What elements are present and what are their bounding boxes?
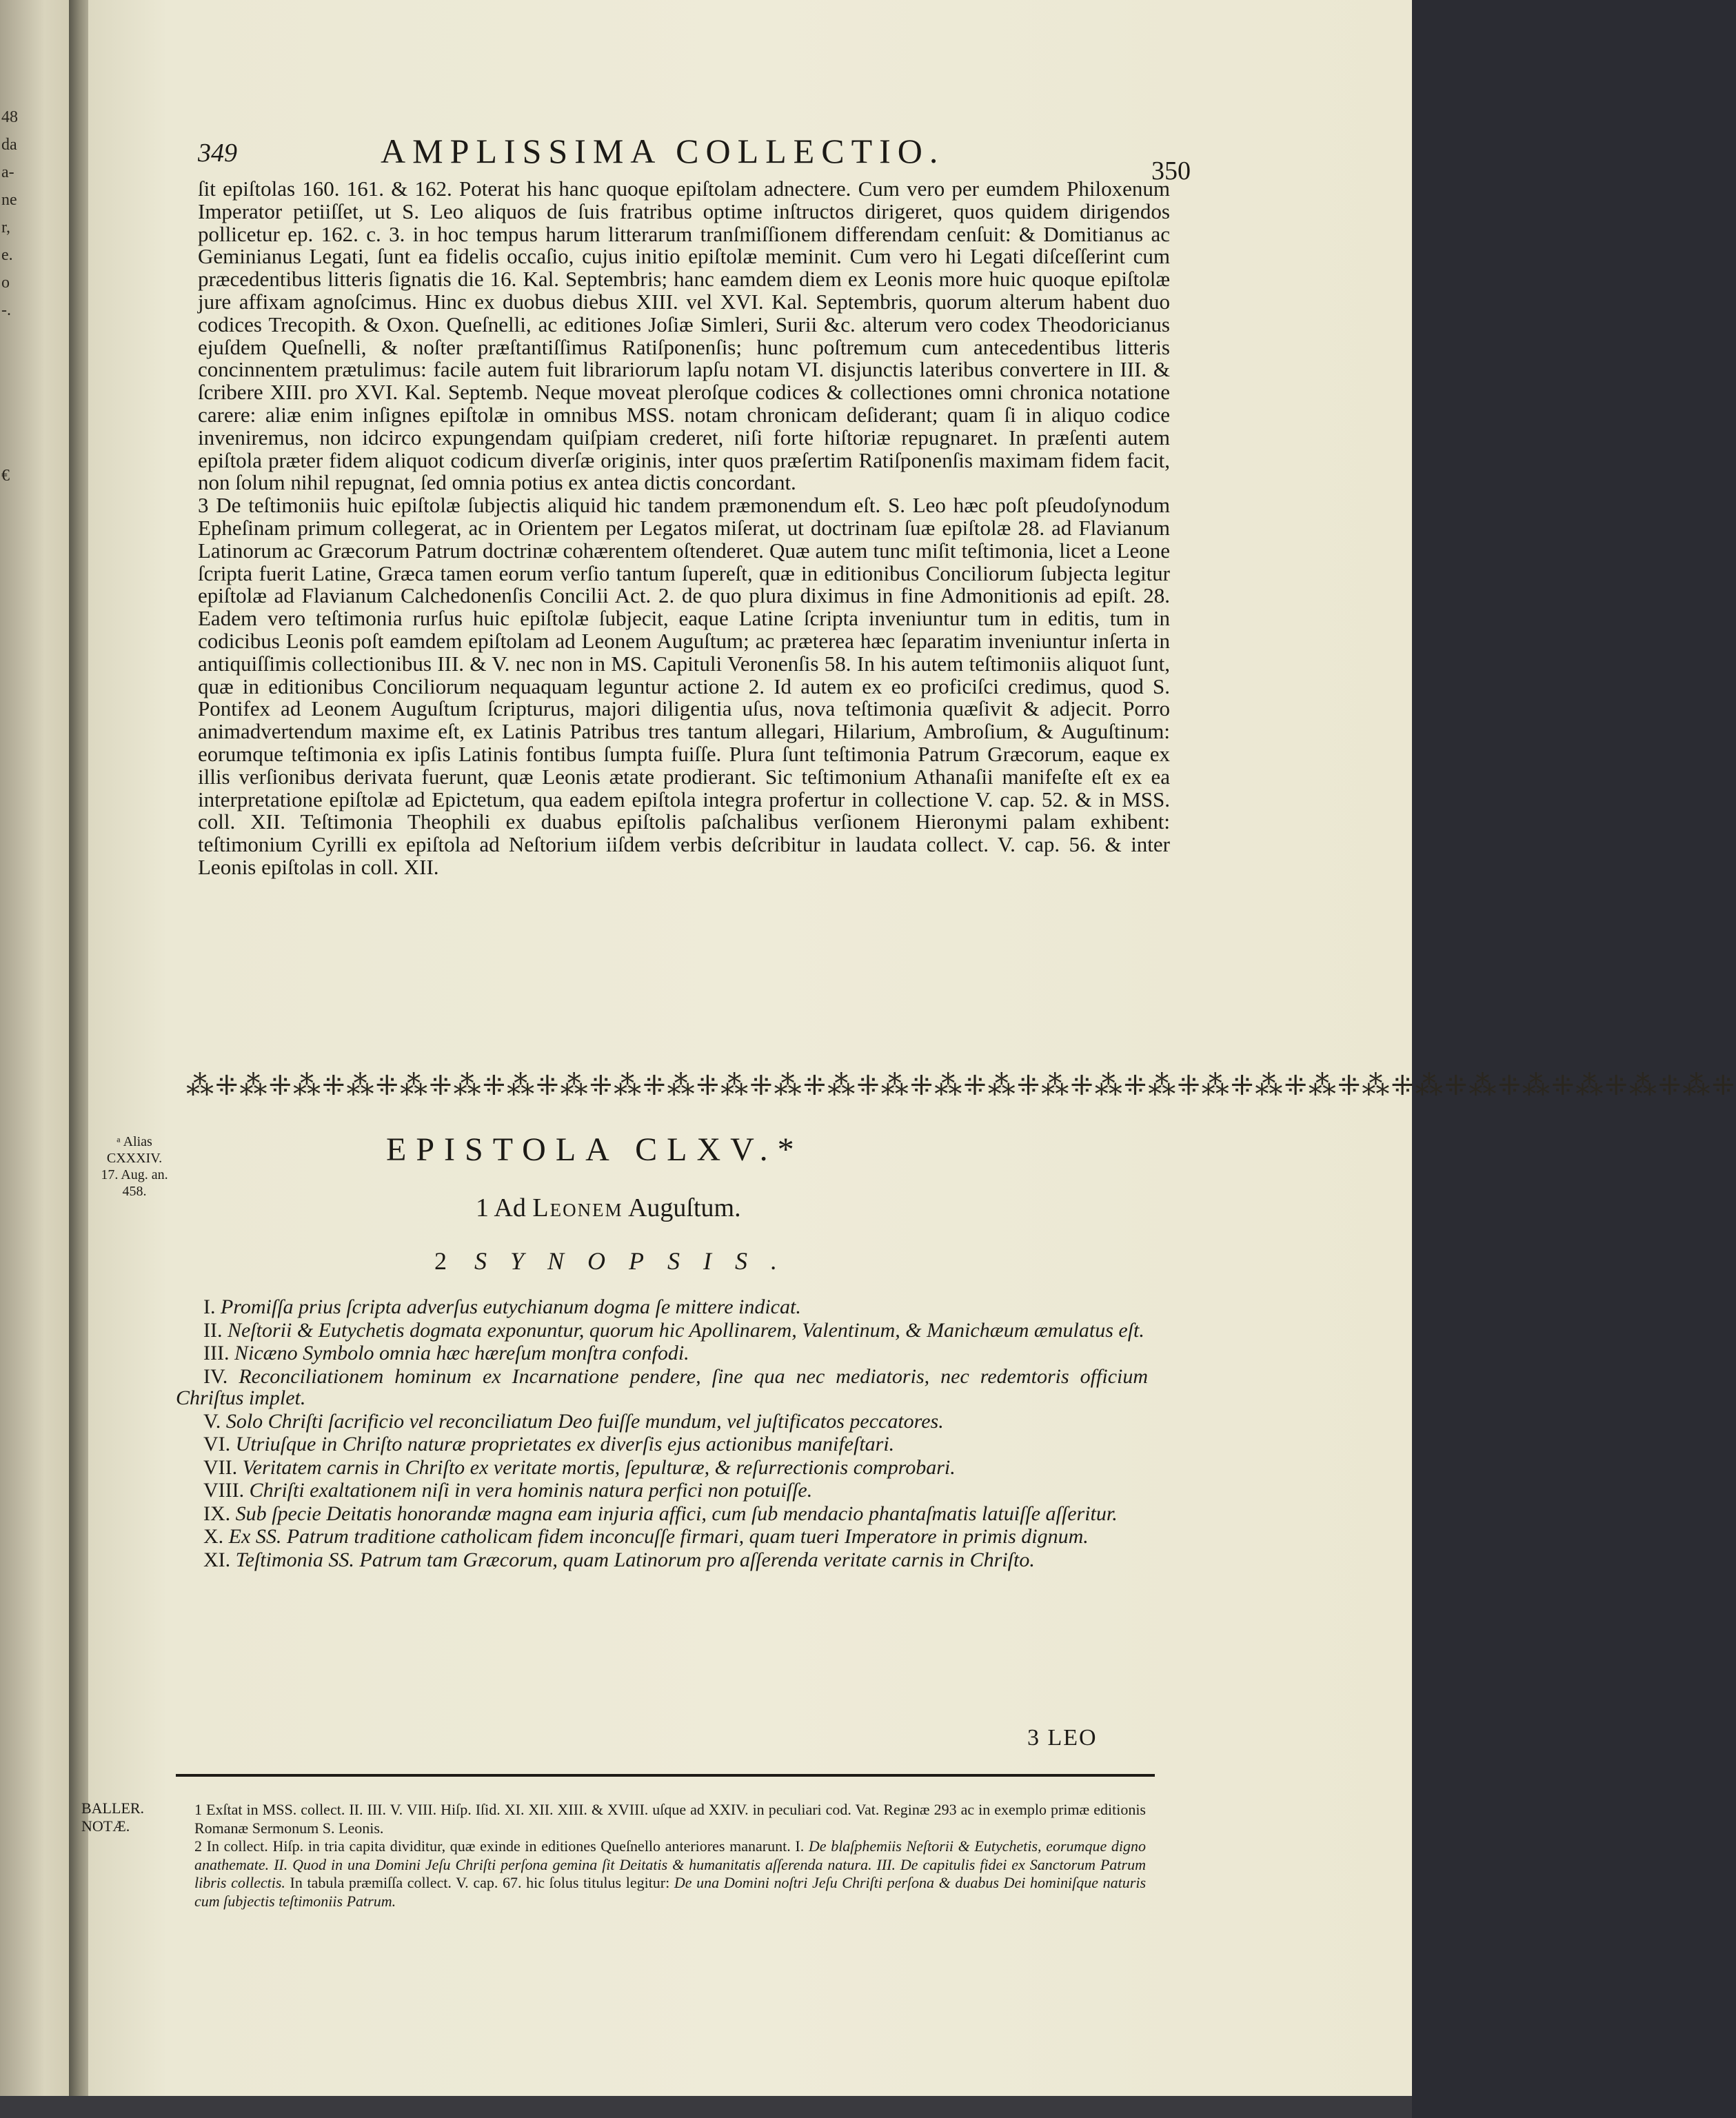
margin-note-line: 458.	[122, 1184, 147, 1199]
footnote	[194, 1837, 1146, 1910]
addressee-name: Leonem	[532, 1193, 623, 1222]
facing-char	[1, 324, 29, 352]
item-text: Ex SS. Patrum traditione catholicam fidem inconcuſſe firmari, quam tueri Imperatore in primis dignum.	[228, 1525, 1089, 1548]
footnote-rule	[176, 1774, 1155, 1777]
facing-char	[1, 434, 29, 462]
facing-char	[1, 352, 29, 379]
margin-note-line: 17. Aug. an.	[101, 1167, 168, 1182]
facing-char: ne	[1, 191, 17, 209]
synopsis-item	[176, 1526, 1148, 1548]
ornamental-divider: ⁂⁜⁂⁜⁂⁜⁂⁜⁂⁜⁂⁜⁂⁜⁂⁜⁂⁜⁂⁜⁂⁜⁂⁜⁂⁜⁂⁜⁂⁜⁂⁜⁂⁜⁂⁜⁂⁜⁂⁜⁂⁜⁂⁜⁂⁜⁂⁜⁂⁜⁂⁜⁂⁜⁂⁜⁂⁜	[186, 1070, 1736, 1101]
item-text: Chriſti exaltationem niſi in vera hominis natura perfici non potuiſſe.	[249, 1479, 813, 1502]
facing-char	[1, 379, 29, 407]
facing-char: -.	[1, 301, 11, 319]
synopsis-heading	[434, 1247, 800, 1275]
footnote-text: De blaſphemiis Neſtorii & Eutychetis, eorumque digno anathemate. II. Quod in una Domini Jeſu Chriſti perſona gemina ſit Deitatis & humanitatis aſſerenda natura. III. De capitulis fidei ex Sanctorum Patrum libris collectis.	[194, 1837, 1146, 1891]
facing-char: 48	[1, 108, 18, 126]
synopsis-item	[176, 1296, 1148, 1318]
footnotes	[194, 1801, 1146, 1910]
addressee-prefix: Ad	[494, 1193, 526, 1222]
item-text: Neſtorii & Eutychetis dogmata exponuntur, quorum hic Apollinarem, Valentinum, & Manichæum æmulatus eſt.	[227, 1318, 1144, 1342]
addressee-line	[476, 1193, 741, 1223]
running-header	[198, 131, 1191, 185]
paragraph: 3 De teſtimoniis huic epiſtolæ ſubjectis aliquid hic tandem præmonendum eſt. S. Leo hæc poſt pſeudoſynodum Epheſinam primum collegerat, ac in Orientem per Legatos miſerat, ut doctrinam ſuæ epiſtolæ 28. ad Flavianum Latinorum ac Græcorum Patrum doctrinæ cohærentem oſtenderet. Quæ autem tunc miſit teſtimonia, licet a Leone ſcripta fuerit Latine, Græca tamen eorum verſio tantum ſupereſt, quæ in editionibus Conciliorum ſubjecta legitur epiſtolæ ad Flavianum Calchedonenſis Concilii Act. 2. de quo plura diximus in fine Admonitionis ad epiſt. 28. Eadem vero teſtimonia rurſus huic epiſtolæ ſubjecit, eaque Latine ſcripta inveniuntur tum in editis, tum in codicibus Leonis poſt eamdem epiſtolam ad Leonem Auguſtum; ac præterea hæc ſeparatim inveniuntur inſerta in antiquiſſimis collectionibus III. & V. nec non in MS. Capituli Veronenſis 58. In his autem teſtimoniis aliquot ſunt, quæ in editionibus Conciliorum nequaquam leguntur actione 2. Id autem ex eo proficiſci credimus, quod S. Pontifex ad Leonem Auguſtum ſcripturus, majori diligentia uſus, nova teſtimonia quæſivit & adjecit. Porro animadvertendum maxime eſt, ex Latinis Patribus tres tantum allegari, Hilarium, Ambroſium, & Auguſtinum: eorumque teſtimonia ex ipſis Latinis fontibus ſumpta fuiſſe. Plura ſunt teſtimonia Patrum Græcorum, eaque ex illis verſionibus derivata fuerunt, quæ Leonis ætate prodierant. Sic teſtimonium Athanaſii manifeſte eſt ex ea interpretatione epiſtolæ ad Epictetum, qua eadem epiſtola integra profertur in collectione V. cap. 52. & in MSS. coll. XII. Teſtimonia Theophili ex duabus epiſtolis paſchalibus verſionem Hieronymi palam exhibent: teſtimonium Cyrilli ex epiſtola ad Neſtorium iiſdem verbis deſcribitur in laudata collect. V. cap. 56. & inter Leonis epiſtolas in coll. XII.	[198, 493, 1170, 879]
item-text: Sub ſpecie Deitatis honorandæ magna eam injuria affici, cum ſub mendacio phantaſmatis latuiſſe aſſeritur.	[235, 1502, 1118, 1525]
margin-note-line: ᵃ Alias	[117, 1134, 152, 1149]
synopsis-item	[176, 1320, 1148, 1342]
facing-char: e.	[1, 246, 13, 264]
item-number: VIII.	[203, 1479, 245, 1502]
footnote-ref: 1	[476, 1193, 489, 1222]
item-text: Reconciliationem hominum ex Incarnatione pendere, ſine qua nec mediatoris, nec redemtoris officium Chriſtus implet.	[176, 1364, 1149, 1409]
item-number: I.	[203, 1295, 216, 1318]
item-number: V.	[203, 1409, 221, 1433]
footnote-text: De una Domini noſtri Jeſu Chriſti perſona & duabus Dei hominiſque naturis cum ſubjectis teſtimoniis Patrum.	[194, 1874, 1146, 1910]
catchword: 3 LEO	[1027, 1725, 1098, 1751]
facing-char: da	[1, 136, 17, 154]
footnote-label-line: NOTÆ.	[81, 1817, 130, 1835]
photo-background	[0, 2096, 1412, 2118]
item-number: II.	[203, 1318, 223, 1342]
synopsis-item	[176, 1503, 1148, 1525]
margin-note-line: CXXXIV.	[106, 1151, 163, 1166]
item-text: Promiſſa prius ſcripta adverſus eutychianum dogma ſe mittere indicat.	[221, 1295, 801, 1318]
item-number: III.	[203, 1342, 230, 1364]
synopsis-item	[176, 1457, 1148, 1479]
commentary-text	[198, 178, 1170, 879]
facing-char: a-	[1, 163, 14, 181]
synopsis-item	[176, 1366, 1148, 1409]
footnote: 1 Exſtat in MSS. collect. II. III. V. VIII. Hiſp. Iſid. XI. XII. XIII. & XVIII. uſque ad XXIV. in peculiari cod. Vat. Reginæ 293 ac in exemplo primæ editionis Romanæ Sermonum S. Leonis.	[194, 1801, 1146, 1837]
footnote-text: 2 In collect. Hiſp. in tria capita dividitur, quæ exinde in editiones Queſnello anteriores manarunt. I.	[194, 1837, 805, 1855]
addressee-rest: Auguſtum.	[627, 1193, 741, 1222]
item-text: Solo Chriſti ſacrificio vel reconciliatum Deo fuiſſe mundum, vel juſtificatos peccatores.	[225, 1409, 944, 1433]
item-text: Veritatem carnis in Chriſto ex veritate mortis, ſepulturæ, & reſurrectionis comprobari.	[242, 1455, 956, 1479]
synopsis-item	[176, 1480, 1148, 1502]
item-number: IV.	[203, 1364, 228, 1388]
footnote-text: In tabula præmiſſa collect. V. cap. 67. hic ſolus titulus legitur:	[290, 1874, 670, 1891]
item-number: IX.	[203, 1502, 231, 1525]
item-text: Teſtimonia SS. Patrum tam Græcorum, quam Latinorum pro aſſerenda veritate carnis in Chriſto.	[235, 1548, 1035, 1571]
facing-char: o	[1, 274, 10, 292]
synopsis-item	[176, 1549, 1148, 1571]
item-text: Nicæno Symbolo omnia hæc hæreſum monſtra confodi.	[234, 1342, 689, 1364]
facing-char	[1, 407, 29, 434]
facing-char: r,	[1, 219, 11, 236]
footnote-label-line: BALLER.	[81, 1799, 145, 1817]
facing-char: €	[1, 467, 10, 485]
item-number: XI.	[203, 1548, 231, 1571]
page-number-left: 349	[198, 139, 237, 168]
facing-page-margin-text	[1, 103, 29, 490]
epistola-title: EPISTOLA CLXV.*	[386, 1131, 804, 1168]
synopsis-item	[176, 1433, 1148, 1455]
synopsis-word: SYNOPSIS.	[474, 1247, 801, 1275]
item-number: VI.	[203, 1433, 231, 1455]
item-number: X.	[203, 1525, 224, 1548]
item-text: Utriuſque in Chriſto naturæ proprietates ex diverſis ejus actionibus manifeſtari.	[235, 1433, 895, 1455]
synopsis-item	[176, 1342, 1148, 1364]
synopsis-list	[176, 1296, 1148, 1572]
page-number-right: 350	[1151, 157, 1191, 185]
running-title: AMPLISSIMA COLLECTIO.	[381, 132, 945, 170]
footnote-ref: 2	[434, 1247, 447, 1275]
item-number: VII.	[203, 1455, 238, 1479]
synopsis-item	[176, 1411, 1148, 1433]
margin-note	[83, 1133, 186, 1200]
footnote-label	[81, 1799, 178, 1835]
paragraph: ſit epiſtolas 160. 161. & 162. Poterat his hanc quoque epiſtolam adnectere. Cum vero per eumdem Philoxenum Imperator petiiſſet, ut S. Leo aliquos de ſuis fratribus optime inſtructos dirigeret, quos quidem dirigendos pollicetur ep. 162. c. 3. in hoc tempus harum litterarum tranſmiſſionem differendam cenſuit: & Domitianus ac Geminianus Legati, ſunt ea fidelis occaſio, cujus initio epiſtolæ meminit. Cum vero hi Legati diſceſſerint cum præcedentibus litteris ſignatis die 16. Kal. Septembris; hanc eamdem diem ex Leonis more huic quoque epiſtolæ jure affixam agnoſcimus. Hinc ex duobus diebus XIII. vel XVI. Kal. Septembris, quorum alterum habent duo codices Trecopith. & Oxon. Queſnelli, ac editiones Joſiæ Simleri, Surii &c. alterum vero codex Theodoricianus ejuſdem Queſnelli, & noſter præſtantiſſimus Ratiſponenſis; hunc poſtremum cum antecedentibus litteris concinnentem prætulimus: facile autem fuit librariorum lapſu notam VI. disjunctis lateribus convertere in III. & ſcribere XIII. pro XVI. Kal. Septemb. Neque moveat pleroſque codices & collectiones omni chronica notatione carere: aliæ enim inſignes epiſtolæ in omnibus MSS. notam chronicam deſiderant; quam ſi in aliquo codice inveniremus, non idcirco expungendam quiſpiam crederet, niſi forte hiſtoriæ repugnaret. In præſenti autem epiſtola præter fidem aliquot codicum diverſæ originis, inter quos præſertim Ratiſponenſis maximam fidem facit, non ſolum nihil repugnat, ſed omnia potius ex antea dictis concordant.	[198, 176, 1170, 495]
